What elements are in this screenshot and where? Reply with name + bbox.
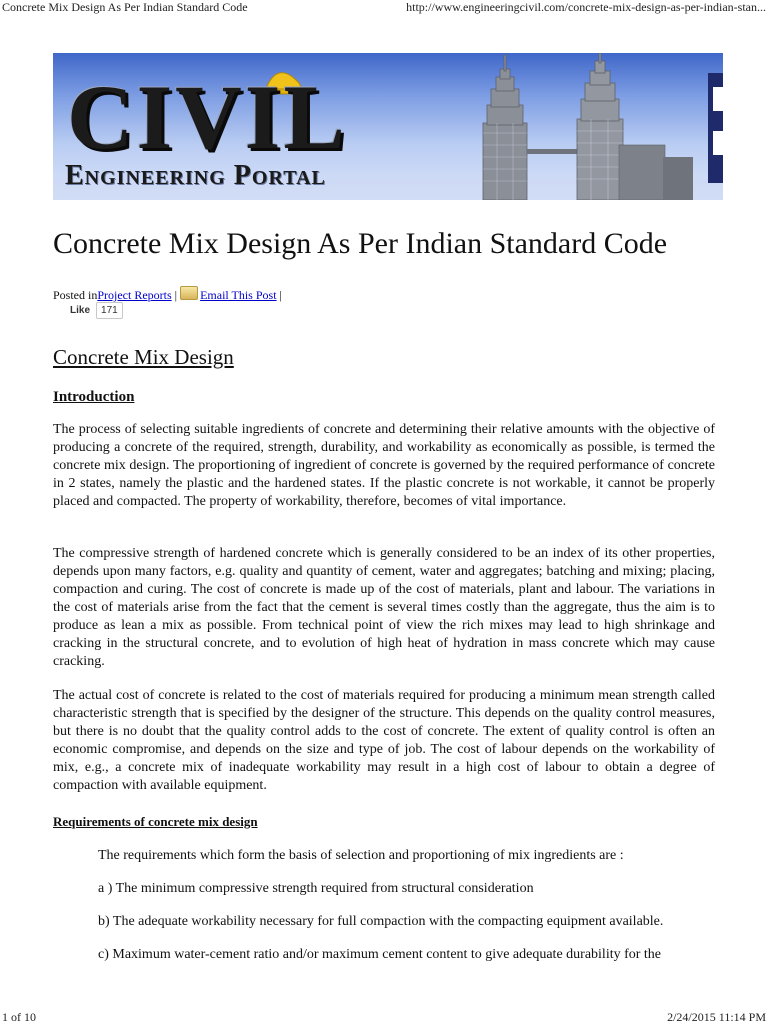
requirements-heading: Requirements of concrete mix design (53, 814, 258, 829)
like-count: 171 (96, 302, 123, 319)
logo-subtitle: Engineering Portal (65, 160, 326, 191)
section-heading: Concrete Mix Design (53, 345, 234, 369)
requirement-item: a ) The minimum compressive strength required from structural consideration (98, 881, 534, 896)
like-widget (70, 302, 123, 319)
logo-civil: CIVIL (67, 66, 348, 168)
category-link[interactable]: Project Reports (97, 288, 172, 302)
post-meta (53, 286, 282, 303)
print-footer-datetime: 2/24/2015 11:14 PM (667, 1010, 766, 1024)
posted-in-label: Posted in (53, 288, 98, 302)
requirements-intro: The requirements which form the basis of selection and proportioning of mix ingredients are : (98, 848, 624, 863)
meta-separator: | (174, 288, 178, 302)
article-title: Concrete Mix Design As Per Indian Standard Code (53, 227, 668, 260)
print-footer-page: 1 of 10 (2, 1010, 36, 1024)
site-banner[interactable] (53, 53, 723, 200)
email-post-link[interactable]: Email This Post (200, 288, 277, 302)
requirement-item: c) Maximum water-cement ratio and/or maximum cement content to give adequate durability for the (98, 947, 662, 962)
intro-heading: Introduction (53, 389, 135, 405)
requirement-item: b) The adequate workability necessary for full compaction with the compacting equipment available. (98, 914, 664, 929)
print-header-title: Concrete Mix Design As Per Indian Standard Code (2, 0, 248, 14)
meta-separator-2: | (279, 288, 282, 302)
print-header-url: http://www.engineeringcivil.com/concrete-mix-design-as-per-indian-stan... (406, 0, 766, 14)
like-button[interactable]: Like (70, 305, 91, 316)
paragraph: The compressive strength of hardened concrete which is generally considered to be an index of its other properties, depends upon many factors, e.g. quality and quantity of cement, water and aggregates; batching and mixing; placing, compaction and curing. The cost of concrete is made up of the cost of materials, plant and labour. The variations in the cost of materials arise from the fact that the cement is several times costly than the aggregate, thus the aim is to produce as lean a mix as possible. From technical point of view the rich mixes may lead to high shrinkage and cracking in the structural concrete, and to evolution of high heat of hydration in mass concrete which may cause cracking. (53, 546, 715, 669)
email-icon[interactable] (180, 286, 198, 300)
paragraph: The process of selecting suitable ingredients of concrete and determining their relative amounts with the objective of producing a concrete of the required, strength, durability, and workability as economically as possible, is termed the concrete mix design. The proportioning of ingredient of concrete is governed by the required performance of concrete in 2 states, namely the plastic and the hardened states. If the plastic concrete is not workable, it cannot be properly placed and compacted. The property of workability, therefore, becomes of vital importance. (53, 422, 715, 509)
paragraph: The actual cost of concrete is related to the cost of materials required for producing a minimum mean strength called characteristic strength that is specified by the designer of the structure. This depends on the quality control measures, but there is no doubt that the quality control adds to the cost of concrete. The extent of quality control is often an economic compromise, and depends on the size and type of job. The cost of labour depends on the workability of mix, e.g., a concrete mix of inadequate workability may result in a high cost of labour to obtain a degree of compaction with available equipment. (53, 688, 715, 793)
